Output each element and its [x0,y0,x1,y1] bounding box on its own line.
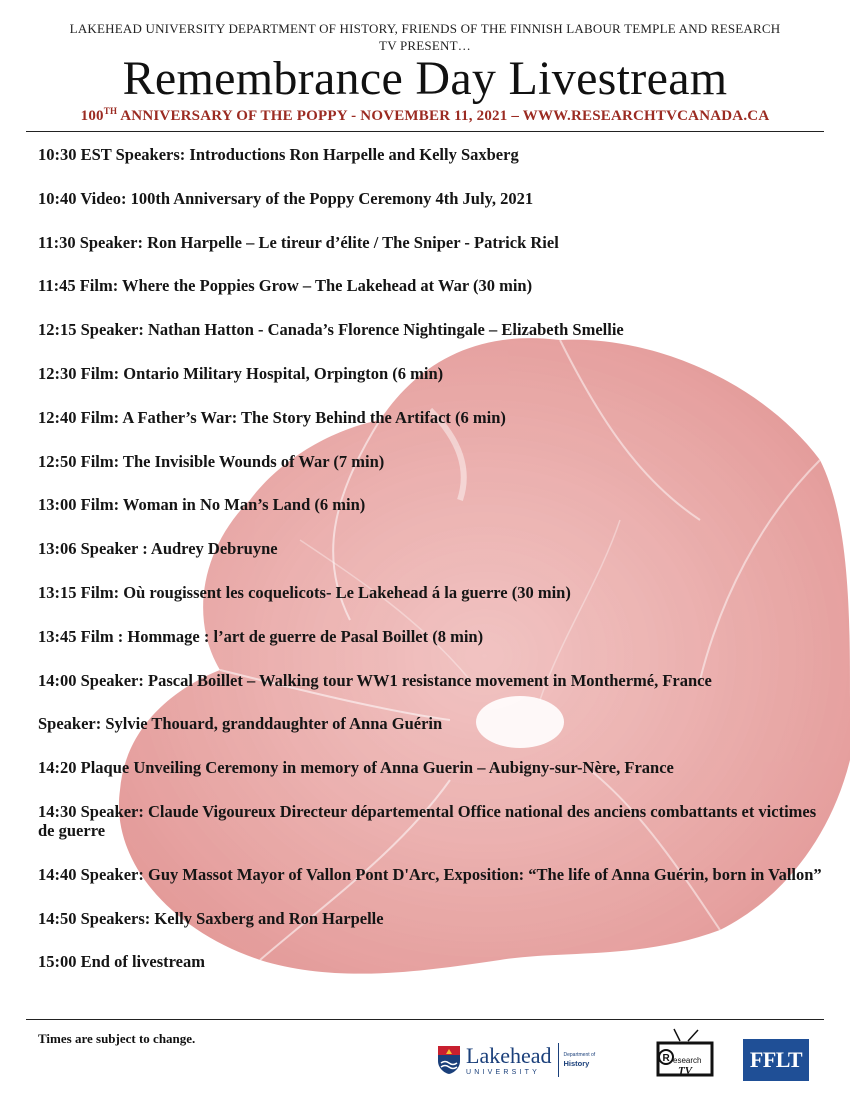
schedule-item: 13:06 Speaker : Audrey Debruyne [38,539,278,559]
schedule-item: 15:00 End of livestream [38,952,205,972]
rtv-tv-text: TV [678,1065,693,1077]
event-subtitle [0,106,850,125]
lakehead-dept-name: History [563,1059,590,1068]
schedule-item: 13:15 Film: Où rougissent les coquelicots- Le Lakehead á la guerre (30 min) [38,582,571,602]
schedule-item: 10:30 EST Speakers: Introductions Ron Harpelle and Kelly Saxberg [38,145,519,164]
schedule-item: Speaker: Sylvie Thouard, granddaughter of Anna Guérin [38,714,443,734]
lakehead-university-text: UNIVERSITY [466,1068,541,1076]
subtitle-text: ANNIVERSARY OF THE POPPY - NOVEMBER 11, 2021 – WWW.RESEARCHTVCANADA.CA [117,108,770,124]
schedule-item: 14:30 Speaker: Claude Vigoureux Directeur départemental Office national des anciens combattants et victimes de guerre [38,801,817,840]
schedule-item: 14:00 Speaker: Pascal Boillet – Walking tour WW1 resistance movement in Monthermé, France [38,670,712,690]
footer-note: Times are subject to change. [38,1031,196,1046]
lakehead-department [564,1052,596,1068]
schedule-item: 12:40 Film: A Father’s War: The Story Behind the Artifact (6 min) [38,407,506,427]
schedule-item: 14:50 Speakers: Kelly Saxberg and Ron Harpelle [38,908,384,928]
header [0,20,850,125]
presenters-line: LAKEHEAD UNIVERSITY DEPARTMENT OF HISTORY, FRIENDS OF THE FINNISH LABOUR TEMPLE AND RESEARCH TV PRESENT… [69,21,781,53]
schedule-item: 10:40 Video: 100th Anniversary of the Poppy Ceremony 4th July, 2021 [38,188,534,208]
schedule-list [38,145,828,996]
lakehead-shield-icon [437,1045,461,1075]
schedule-item: 11:45 Film: Where the Poppies Grow – The Lakehead at War (30 min) [38,276,533,296]
schedule-item: 13:45 Film : Hommage : l’art de guerre de Pasal Boillet (8 min) [38,626,484,646]
schedule-item: 14:20 Plaque Unveiling Ceremony in memory of Anna Guerin – Aubigny-sur-Nère, France [38,758,674,778]
lakehead-name: Lakehead [466,1042,552,1068]
page-title: Remembrance Day Livestream [122,52,728,105]
svg-text:R: R [662,1053,670,1064]
lakehead-logo [431,1031,628,1089]
schedule-item: 12:30 Film: Ontario Military Hospital, Orpington (6 min) [38,363,444,383]
fflt-text: FFLT [749,1047,803,1072]
rtv-research-text: esearch [673,1056,702,1065]
schedule-item: 14:40 Speaker: Guy Massot Mayor of Vallon Pont D'Arc, Exposition: “The life of Anna Guérin, born in Vallon” [38,864,822,884]
subtitle-ordinal: TH [103,106,118,116]
research-tv-logo [654,1027,718,1085]
header-divider [26,131,824,132]
schedule-item: 11:30 Speaker: Ron Harpelle – Le tireur d’élite / The Sniper - Patrick Riel [38,232,559,252]
schedule-item: 12:15 Speaker: Nathan Hatton - Canada’s Florence Nightingale – Elizabeth Smellie [38,320,624,340]
lakehead-divider [558,1043,559,1077]
schedule-item: 13:00 Film: Woman in No Man’s Land (6 min) [38,495,366,515]
lakehead-dept-label: Department of [563,1052,596,1058]
fflt-logo [743,1039,809,1081]
footer-divider [26,1019,824,1020]
subtitle-number: 100 [80,108,104,124]
schedule-item: 12:50 Film: The Invisible Wounds of War (7 min) [38,451,385,471]
